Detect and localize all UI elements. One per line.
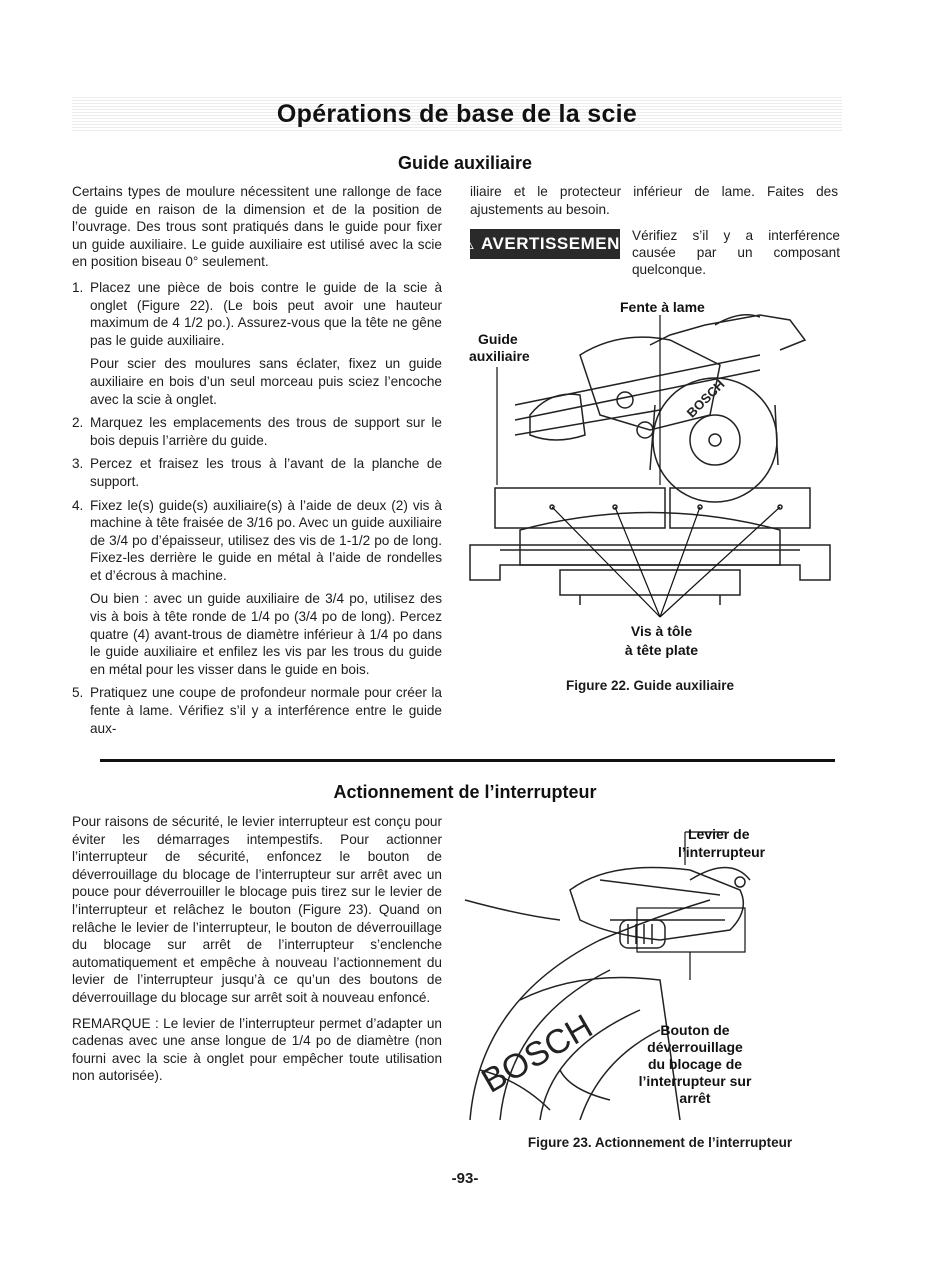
label-guide-line1: Guide [478,331,518,347]
label-screws-line1: Vis à tôle [630,623,693,639]
list-item: 1. Placez une pièce de bois contre le guide de la scie à onglet (Figure 22). (Le bois peut avoir une hauteur maximum de 4 1/2 po.). Assurez-vous que la tête ne gêne pas le guide auxiliaire. Pour scier des moulures sans éclater, fixez un guide auxiliaire en bois d’un seul morceau puis sciez l’encoche avec la scie à onglet. [72,279,442,407]
label-screws-line2: à tête plate [624,642,699,658]
switch-paragraph: Pour raisons de sécurité, le levier interrupteur est conçu pour éviter les démarrages intempestifs. Pour actionner l’interrupteur de sécurité, enfoncez le bouton de déverrouillage du blocage de l’interrupteur sur arrêt avec un pouce pour déverrouiller le blocage puis tirez sur le levier de l’interrupteur et relâchez le bouton (Figure 23). Quand on relâche le levier de l’interrupteur, le bouton de déverrouillage du blocage sur arrêt de l’interrupteur s’enclenche automatiquement et empêche à nouveau l’actionnement du levier de l’interrupteur jusqu’à ce qu’un des boutons de déverrouillage du blocage sur arrêt soit à nouveau enfoncé. [72,814,442,1005]
page-number: -93- [451,1170,479,1187]
leader-screw-1 [552,507,660,617]
section-heading-auxiliary-fence: Guide auxiliaire [397,153,533,173]
warning-text: Vérifiez s’il y a interférence causée par un composant quelconque. [632,228,840,277]
label-lever-line1: Levier de [688,826,750,842]
figure-22 [460,295,845,670]
leader-screw-2 [615,507,660,617]
steps-list [72,279,442,737]
list-item: 5. Pratiquez une coupe de profondeur normale pour créer la fente à lame. Vérifiez s’il y a interférence entre le guide aux- [72,685,442,736]
page-title: Opérations de base de la scie [276,99,638,128]
note-paragraph: REMARQUE : Le levier de l’interrupteur permet d’adapter un cadenas avec une anse longue de 1/4 po de diamètre (non fourni avec la scie à onglet pour empêcher toute utilisation non autorisée). [72,1015,442,1084]
warning-badge: ⚠ AVERTISSEMENT [470,229,620,259]
warning-icon: ⚠ [459,234,475,253]
section2-left-column [72,813,442,1093]
section1-left-column [72,183,442,743]
section-divider [100,759,835,762]
label-blade-slot: Fente à lame [620,299,705,315]
continuation-paragraph: iliaire et le protecteur inférieur de lame. Faites des ajustements au besoin. [470,184,838,217]
figure-23-caption: Figure 23. Actionnement de l’interrupteur [527,1135,793,1150]
section-heading-switch: Actionnement de l’interrupteur [333,782,597,802]
list-item: 2. Marquez les emplacements des trous de support sur le bois depuis l’arrière du guide. [72,415,442,448]
page-title-banner [72,97,842,131]
warning-block [459,227,840,277]
figure-23 [460,820,840,1120]
list-item: 3. Percez et fraisez les trous à l’avant de la planche de support. [72,456,442,489]
label-release-button: Bouton de déverrouillage du blocage de l’interrupteur sur arrêt [638,1022,752,1106]
intro-paragraph: Certains types de moulure nécessitent une rallonge de face de guide en raison de la dimension et de la position de l’ouvrage. Des trous sont pratiqués dans le guide pour fixer un guide auxiliaire. Le guide auxiliaire est utilisé avec la scie en position biseau 0° seulement. [72,184,442,270]
figure-22-caption: Figure 22. Guide auxiliaire [565,678,735,693]
figure23-brand: BOSCH [475,1007,600,1101]
list-item: 4. Fixez le(s) guide(s) auxiliaire(s) à l’aide de deux (2) vis à machine à tête fraisée de 3/16 po. Avec un guide auxiliaire de 3/4 po d’épaisseur, utilisez des vis de 1-1/2 po de long. Fixez-les derrière le guide en métal à l’aide de rondelles et d’écrous à machine. Ou bien : avec un guide auxiliaire de 3/4 po, utilisez des vis à bois à tête ronde de 1/4 po (3/4 po de long). Percez quatre (4) avant-trous de diamètre inférieur à 1/4 po dans le guide auxiliaire et enfilez les vis par les trous du guide en métal pour les visser dans le guide en bois. [72,497,442,677]
label-lever-line2: l’interrupteur [678,844,766,860]
label-guide-line2: auxiliaire [469,348,530,364]
figure22-brand: BOSCH [683,376,728,421]
leader-screw-3 [660,507,700,617]
